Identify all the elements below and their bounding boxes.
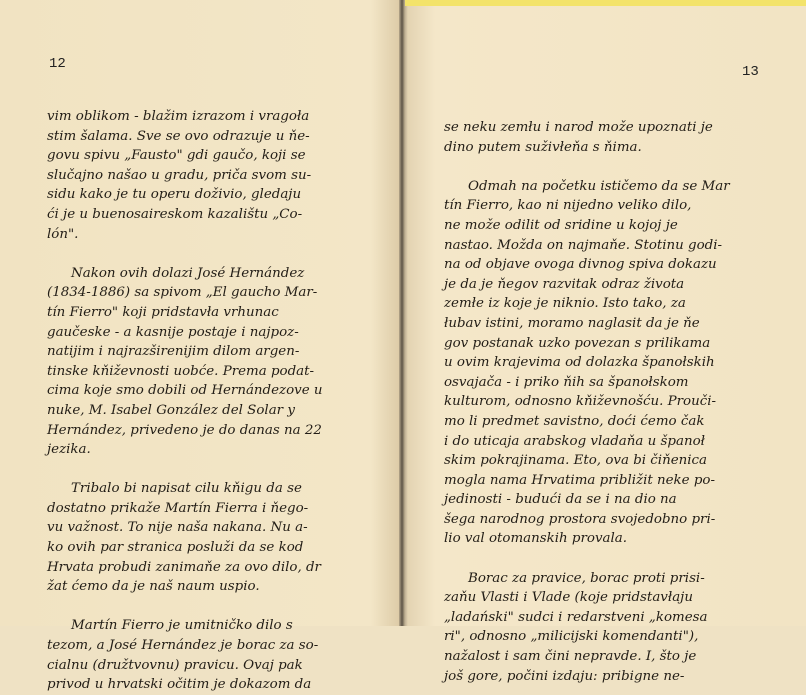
text-line: jezika. (47, 442, 91, 458)
text-line: mogla nama Hrvatima približit neke po- (444, 472, 715, 488)
text-line: Nakon ovih dolazi José Hernández (71, 265, 305, 281)
text-line: na od objave ovoga divnog spiva dokazu (444, 257, 717, 273)
text-line: tín Fierro" koji pridstavła vrhunac (47, 304, 279, 320)
paragraph-gap (47, 597, 367, 617)
text-line: vim oblikom - blažim izrazom i vragoła (47, 109, 310, 124)
text-line: nastao. Možda on najmaňe. Stotinu godi- (444, 237, 723, 253)
text-line: Borac za pravice, borac proti prisi- (468, 570, 705, 586)
text-line: je da je ňegov razvitak odraz života (444, 276, 685, 292)
page-number-left: 12 (49, 56, 66, 72)
text-line: kulturom, odnosno kňiževnošću. Prouči- (444, 394, 716, 410)
text-line: Odmah na početku ističemo da se Mar (468, 178, 730, 194)
text-line: u ovim krajevima od dolazka španołskih (444, 355, 715, 371)
text-line: Tribalo bi napisat cilu kňigu da se (71, 481, 302, 497)
text-line: ne može odilit od sridine u kojoj je (444, 217, 678, 233)
text-line: jedinosti - budući da se i na dio na (444, 492, 677, 508)
text-line: (1834-1886) sa spivom „El gaucho Mar- (47, 285, 318, 301)
paragraph-gap (444, 549, 764, 569)
paragraph-gap (444, 157, 764, 177)
text-line: stim šalama. Sve se ovo odrazuje u ňe- (47, 128, 310, 144)
text-line: govu spivu „Fausto" gdi gaučo, koji se (47, 148, 306, 164)
text-line: privod u hrvatski očitim je dokazom da (47, 677, 312, 693)
paragraph-gap (47, 460, 367, 480)
text-line: lio val otomanskih provala. (444, 531, 628, 547)
text-line: „ladański" sudci i redarstveni „komesa (444, 609, 708, 625)
text-line: lón". (47, 226, 79, 242)
left-page-text (47, 107, 367, 695)
paragraph-gap (47, 244, 367, 264)
text-line: ri", odnosno „milicijski komendanti"), (444, 629, 699, 645)
text-line: osvajača - i priko ňih sa španołskom (444, 374, 689, 390)
text-line: cialnu (družtvovnu) pravicu. Ovaj pak (47, 657, 303, 673)
text-line: i do uticaja arabskog vladaňa u španoł (444, 433, 705, 449)
text-line: sidu kako je tu operu doživio, gledaju (47, 187, 302, 203)
text-line: zemłe iz koje je niknio. Isto tako, za (444, 296, 686, 312)
text-line: zaňu Vlasti i Vlade (koje pridstavłaju (444, 590, 693, 606)
text-line: Hrvata probudi zanimaňe za ovo dilo, dr (47, 559, 321, 575)
text-line: mo li predmet savistno, doći ćemo čak (444, 413, 705, 429)
left-page (0, 0, 399, 693)
right-page (405, 0, 806, 684)
text-line: vu važnost. To nije naša nakana. Nu a- (47, 520, 308, 536)
text-line: tinske kňiževnosti uobće. Prema podat- (47, 363, 315, 379)
text-line: cima koje smo dobili od Hernándezove u (47, 383, 323, 399)
text-line: ko ovih par stranica posluži da se kod (47, 540, 304, 556)
text-line: gov postanak uzko povezan s prilikama (444, 335, 711, 351)
text-line: nažalost i sam čini nepravde. I, što je (444, 649, 697, 665)
text-line: tezom, a José Hernández je borac za so- (47, 638, 319, 654)
right-page-text (444, 118, 764, 686)
text-line: łubav istini, moramo naglasit da je ňe (444, 315, 700, 331)
text-line: dino putem suživłeňa s ňima. (444, 139, 642, 155)
page-number-right: 13 (742, 64, 759, 80)
text-line: nuke, M. Isabel González del Solar y (47, 402, 295, 418)
text-line: slučajno našao u gradu, priča svom su- (47, 167, 312, 183)
text-line: dostatno prikaže Martín Fierra i ňego- (47, 500, 309, 516)
text-line: Hernández, privedeno je do danas na 22 (47, 422, 322, 438)
text-line: gaučeske - a kasnije postaje i najpoz- (47, 324, 299, 340)
text-line: ći je u buenosaireskom kazalištu „Co- (47, 206, 303, 222)
text-line: natijim i najrazširenijim dilom argen- (47, 344, 300, 360)
text-line: se neku zemłu i narod može upoznati je (444, 120, 713, 135)
text-line: tín Fierro, kao ni nijedno veliko dilo, (444, 198, 692, 214)
text-line: Martín Fierro je umitničko dilo s (71, 618, 293, 634)
text-line: šega narodnog prostora svojedobno pri- (444, 511, 716, 527)
text-line: još gore, počini izdaju: pribigne ne- (444, 668, 685, 684)
text-line: žat ćemo da je naš naum uspio. (47, 579, 260, 595)
text-line: skim pokrajinama. Eto, ova bi čiňenica (444, 453, 708, 469)
